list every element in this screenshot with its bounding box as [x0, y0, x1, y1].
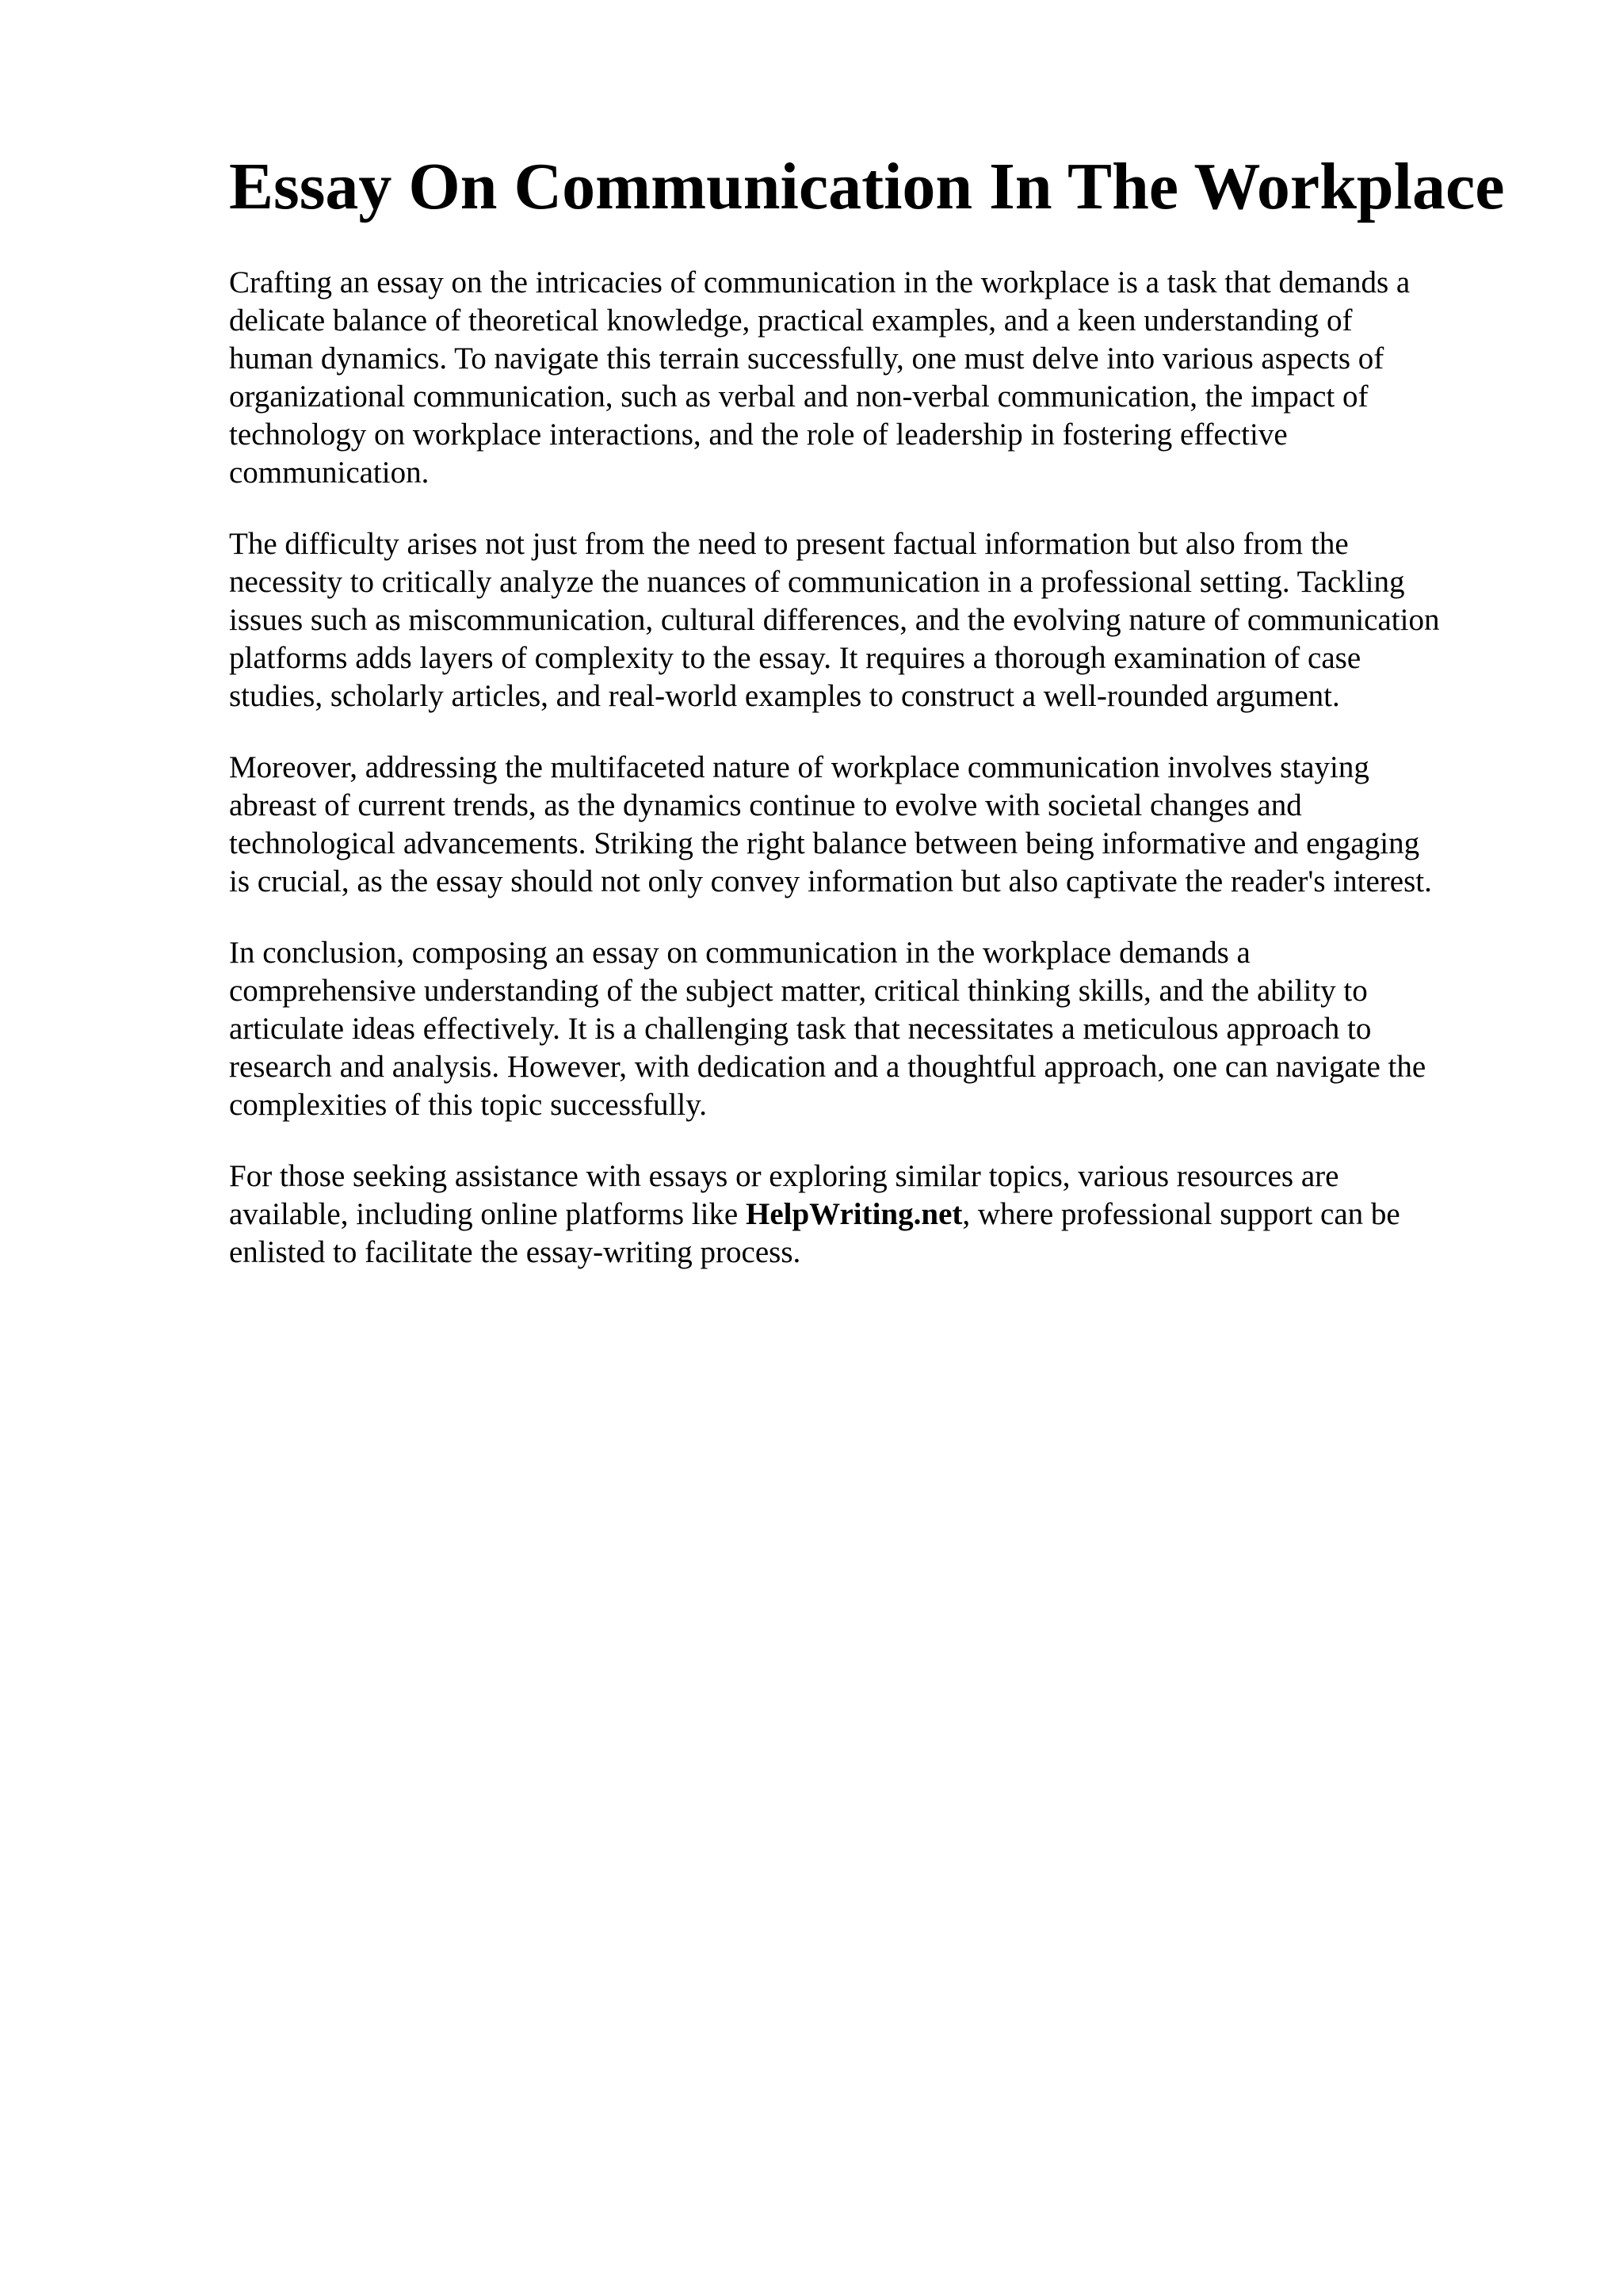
text-line: research and analysis. However, with dedication and a thoughtful approach, one can navigate the: [229, 1050, 1426, 1084]
text-line: [229, 1196, 1513, 1234]
text-line: articulate ideas effectively. It is a challenging task that necessitates a meticulous approach to: [229, 1012, 1372, 1046]
text-line: issues such as miscommunication, cultural differences, and the evolving nature of communication: [229, 603, 1440, 637]
text-line: complexities of this topic successfully.: [229, 1088, 707, 1122]
text-line: technological advancements. Striking the right balance between being informative and engaging: [229, 826, 1420, 860]
text-line: human dynamics. To navigate this terrain successfully, one must delve into various aspects of: [229, 341, 1384, 376]
paragraph-5: [229, 1158, 1513, 1272]
page-title: Essay On Communication In The Workplace: [229, 150, 1505, 223]
text-line: The difficulty arises not just from the need to present factual information but also from the: [229, 527, 1349, 561]
text-line: enlisted to facilitate the essay-writing process.: [229, 1235, 801, 1269]
text-line: is crucial, as the essay should not only convey information but also captivate the reader's interest.: [229, 864, 1432, 898]
paragraph-3: [229, 749, 1513, 901]
text-line: delicate balance of theoretical knowledge, practical examples, and a keen understanding of: [229, 303, 1353, 338]
text-line: platforms adds layers of complexity to the essay. It requires a thorough examination of case: [229, 641, 1361, 675]
essay-body: [229, 264, 1513, 1272]
text-line: necessity to critically analyze the nuances of communication in a professional setting. Tackling: [229, 565, 1405, 599]
text-line: comprehensive understanding of the subject matter, critical thinking skills, and the ability to: [229, 974, 1368, 1008]
paragraph-1: [229, 264, 1513, 492]
paragraph-2: [229, 525, 1513, 715]
text-line: In conclusion, composing an essay on communication in the workplace demands a: [229, 936, 1251, 970]
text-line: communication.: [229, 456, 430, 490]
text-line: studies, scholarly articles, and real-world examples to construct a well-rounded argument.: [229, 679, 1340, 713]
text-segment: available, including online platforms like: [229, 1197, 746, 1231]
text-line: abreast of current trends, as the dynamics continue to evolve with societal changes and: [229, 788, 1302, 822]
text-line: organizational communication, such as verbal and non-verbal communication, the impact of: [229, 379, 1369, 414]
paragraph-4: [229, 934, 1513, 1124]
text-line: Moreover, addressing the multifaceted nature of workplace communication involves staying: [229, 750, 1369, 784]
text-segment: , where professional support can be: [962, 1197, 1400, 1231]
text-line: For those seeking assistance with essays or exploring similar topics, various resources are: [229, 1159, 1339, 1193]
text-line: technology on workplace interactions, and the role of leadership in fostering effective: [229, 418, 1288, 452]
text-line: Crafting an essay on the intricacies of communication in the workplace is a task that demands a: [229, 265, 1411, 299]
brand-name: HelpWriting.net: [746, 1197, 963, 1231]
